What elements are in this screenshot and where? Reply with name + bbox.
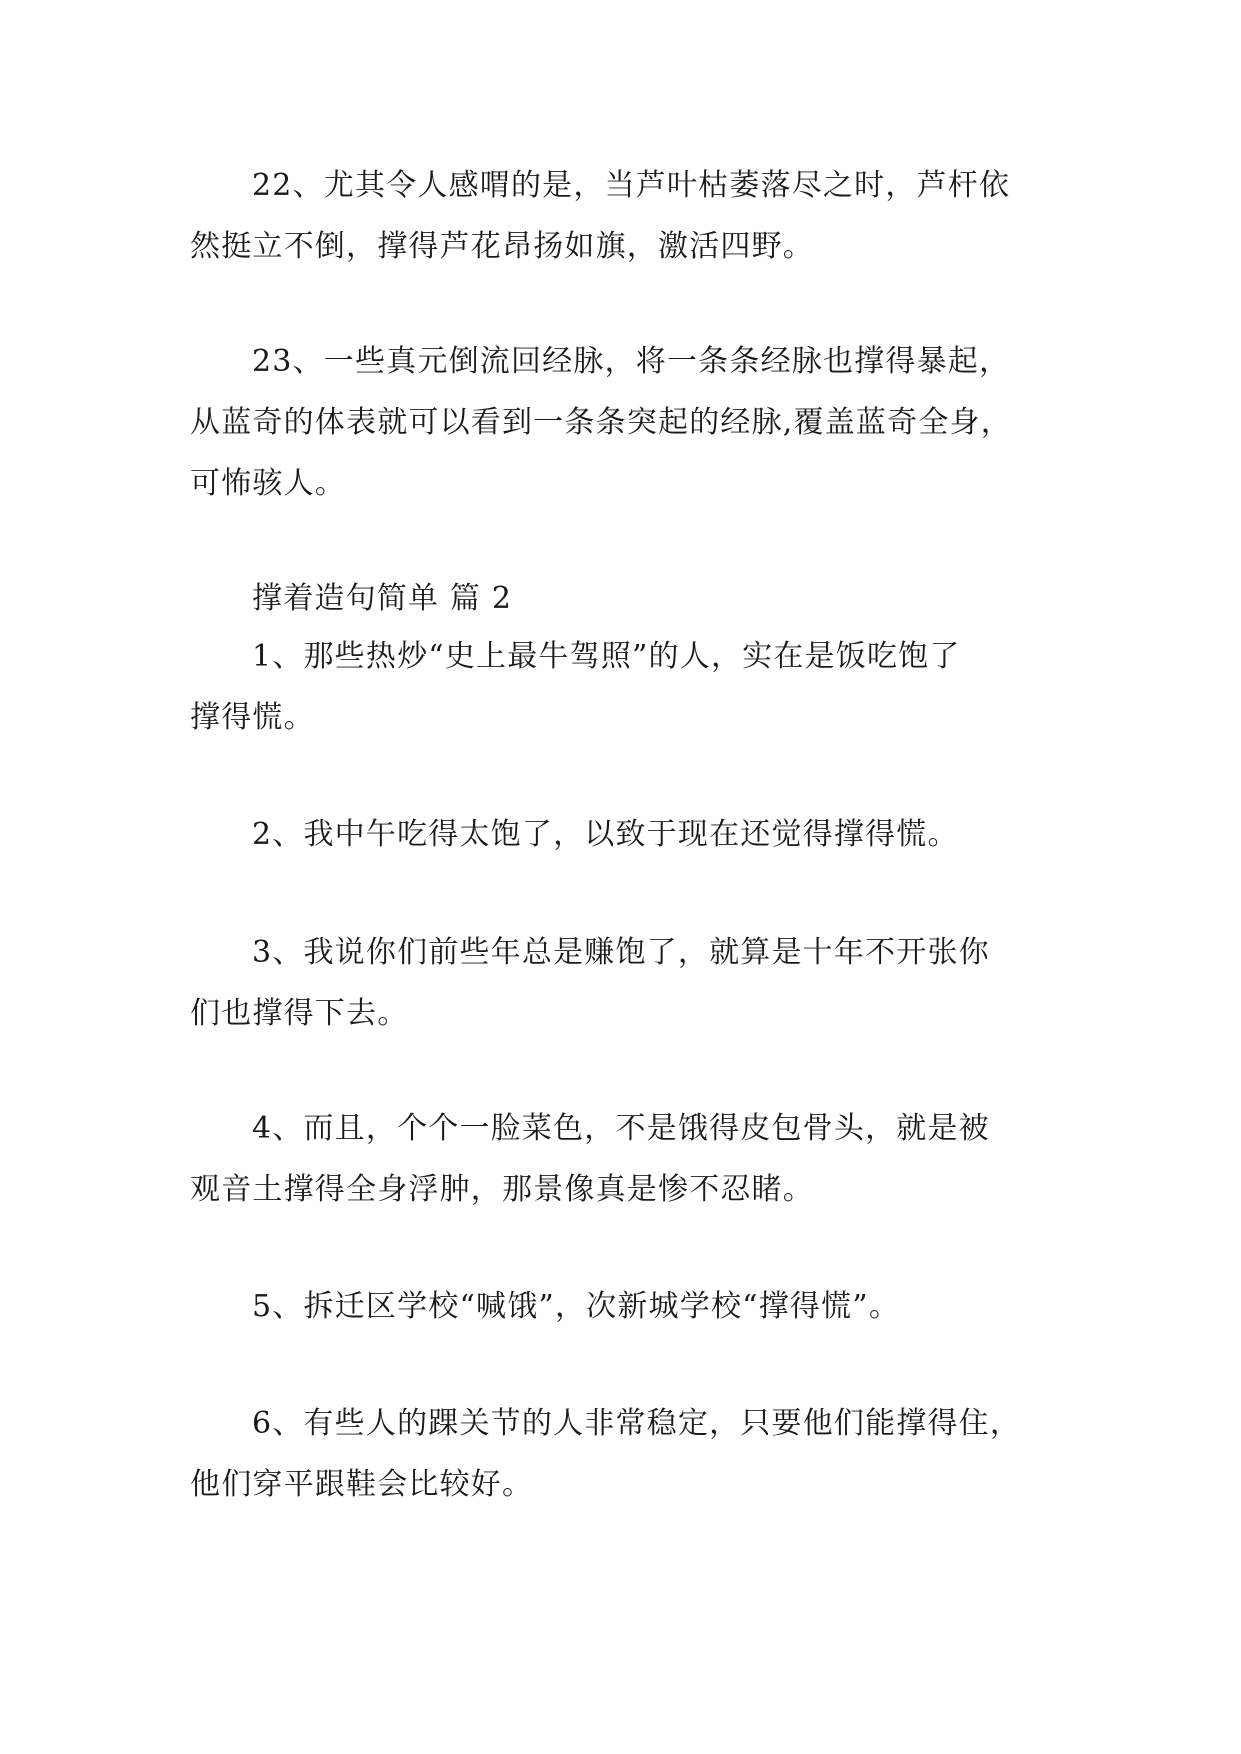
paragraph-line: 们也撑得下去。 bbox=[190, 996, 409, 1031]
paragraph-line: 22、尤其令人感喟的是，当芦叶枯萎落尽之时，芦杆依 bbox=[252, 168, 1011, 203]
paragraph-22 bbox=[190, 155, 1060, 277]
paragraph-line: 然挺立不倒，撑得芦花昂扬如旗，激活四野。 bbox=[190, 229, 814, 264]
paragraph-line: 观音土撑得全身浮肿，那景像真是惨不忍睹。 bbox=[190, 1172, 814, 1207]
paragraph-2 bbox=[190, 804, 1060, 865]
paragraph-line: 6、有些人的踝关节的人非常稳定，只要他们能撑得住， bbox=[252, 1406, 1022, 1441]
paragraph-5 bbox=[190, 1276, 1060, 1337]
paragraph-3 bbox=[190, 922, 1060, 1044]
paragraph-line: 可怖骇人。 bbox=[190, 466, 346, 501]
paragraph-23 bbox=[190, 331, 1060, 514]
paragraph-line: 4、而且，个个一脸菜色，不是饿得皮包骨头，就是被 bbox=[252, 1111, 990, 1146]
paragraph-4 bbox=[190, 1098, 1060, 1220]
paragraph-line: 5、拆迁区学校“喊饿”，次新城学校“撑得慌”。 bbox=[252, 1289, 901, 1324]
paragraph-line: 23、一些真元倒流回经脉，将一条条经脉也撑得暴起， bbox=[252, 344, 1011, 379]
section-heading bbox=[190, 568, 1060, 629]
paragraph-line: 2、我中午吃得太饱了，以致于现在还觉得撑得慌。 bbox=[252, 817, 959, 852]
paragraph-line: 3、我说你们前些年总是赚饱了，就算是十年不开张你 bbox=[252, 935, 990, 970]
paragraph-6 bbox=[190, 1393, 1060, 1515]
paragraph-line: 1、那些热炒“史上最牛驾照”的人，实在是饭吃饱了 bbox=[252, 639, 961, 674]
paragraph-1 bbox=[190, 626, 1060, 748]
paragraph-line: 他们穿平跟鞋会比较好。 bbox=[190, 1467, 534, 1502]
section-heading-text: 撑着造句简单 篇 2 bbox=[252, 581, 513, 616]
paragraph-line: 撑得慌。 bbox=[190, 700, 315, 735]
paragraph-line: 从蓝奇的体表就可以看到一条条突起的经脉,覆盖蓝奇全身， bbox=[190, 405, 1012, 440]
